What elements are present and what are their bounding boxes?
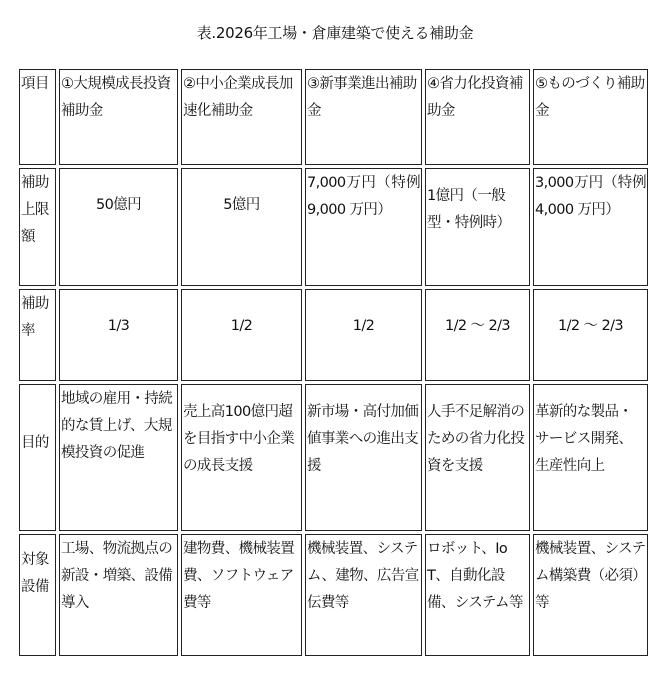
row-label-subsidy-rate: 補助率 — [19, 289, 56, 381]
table-row-eligible-equipment — [19, 534, 648, 656]
table-cell: 人手不足解消のための省力化投資を支援 — [425, 384, 530, 531]
cell-value: 1/2 — [352, 318, 375, 334]
cell-value: 1/2 — [230, 318, 253, 334]
cell-value: 5億円 — [223, 197, 260, 213]
table-cell: 革新的な製品・サービス開発、生産性向上 — [533, 384, 648, 531]
cell-value: 1/3 — [107, 318, 130, 334]
table-cell: 1億円（一般型・特例時） — [425, 168, 530, 286]
table-cell: ロボット、IoT、自動化設備、システム等 — [425, 534, 530, 656]
header-label-cell: 項目 — [19, 69, 56, 165]
table-cell — [59, 168, 178, 286]
column-header-5: ⑤ものづくり補助金 — [533, 69, 648, 165]
column-header-2: ②中小企業成長加速化補助金 — [181, 69, 302, 165]
column-header-1: ①大規模成長投資補助金 — [59, 69, 178, 165]
cell-value: 50億円 — [95, 197, 142, 213]
column-header-3: ③新事業進出補助金 — [305, 69, 422, 165]
subsidy-table — [16, 66, 651, 659]
table-cell: 3,000万円（特例 4,000 万円） — [533, 168, 648, 286]
table-cell — [533, 289, 648, 381]
table-cell: 7,000万円（特例 9,000 万円） — [305, 168, 422, 286]
table-row-max-amount — [19, 168, 648, 286]
table-cell — [181, 289, 302, 381]
table-cell — [425, 289, 530, 381]
header-row — [19, 69, 648, 165]
column-header-4: ④省力化投資補助金 — [425, 69, 530, 165]
row-label-max-amount: 補助上限額 — [19, 168, 56, 286]
table-cell: 建物費、機械装置費、ソフトウェア費等 — [181, 534, 302, 656]
table-cell — [59, 289, 178, 381]
table-row-subsidy-rate — [19, 289, 648, 381]
cell-value: 1/2 〜 2/3 — [445, 318, 510, 334]
table-cell: 新市場・高付加価値事業への進出支援 — [305, 384, 422, 531]
table-cell — [305, 289, 422, 381]
table-cell: 売上高100億円超を目指す中小企業の成長支援 — [181, 384, 302, 531]
table-cell — [181, 168, 302, 286]
table-title: 表.2026年工場・倉庫建築で使える補助金 — [196, 24, 474, 42]
table-row-purpose — [19, 384, 648, 531]
table-cell: 工場、物流拠点の新設・増築、設備導入 — [59, 534, 178, 656]
table-cell: 機械装置、システム構築費（必須）等 — [533, 534, 648, 656]
row-label-purpose: 目的 — [19, 384, 56, 531]
cell-value: 1/2 〜 2/3 — [558, 318, 623, 334]
table-cell: 機械装置、システム、建物、広告宣伝費等 — [305, 534, 422, 656]
row-label-eligible-equipment: 対象設備 — [19, 534, 56, 656]
table-cell: 地域の雇用・持続的な賃上げ、大規模投資の促進 — [59, 384, 178, 531]
